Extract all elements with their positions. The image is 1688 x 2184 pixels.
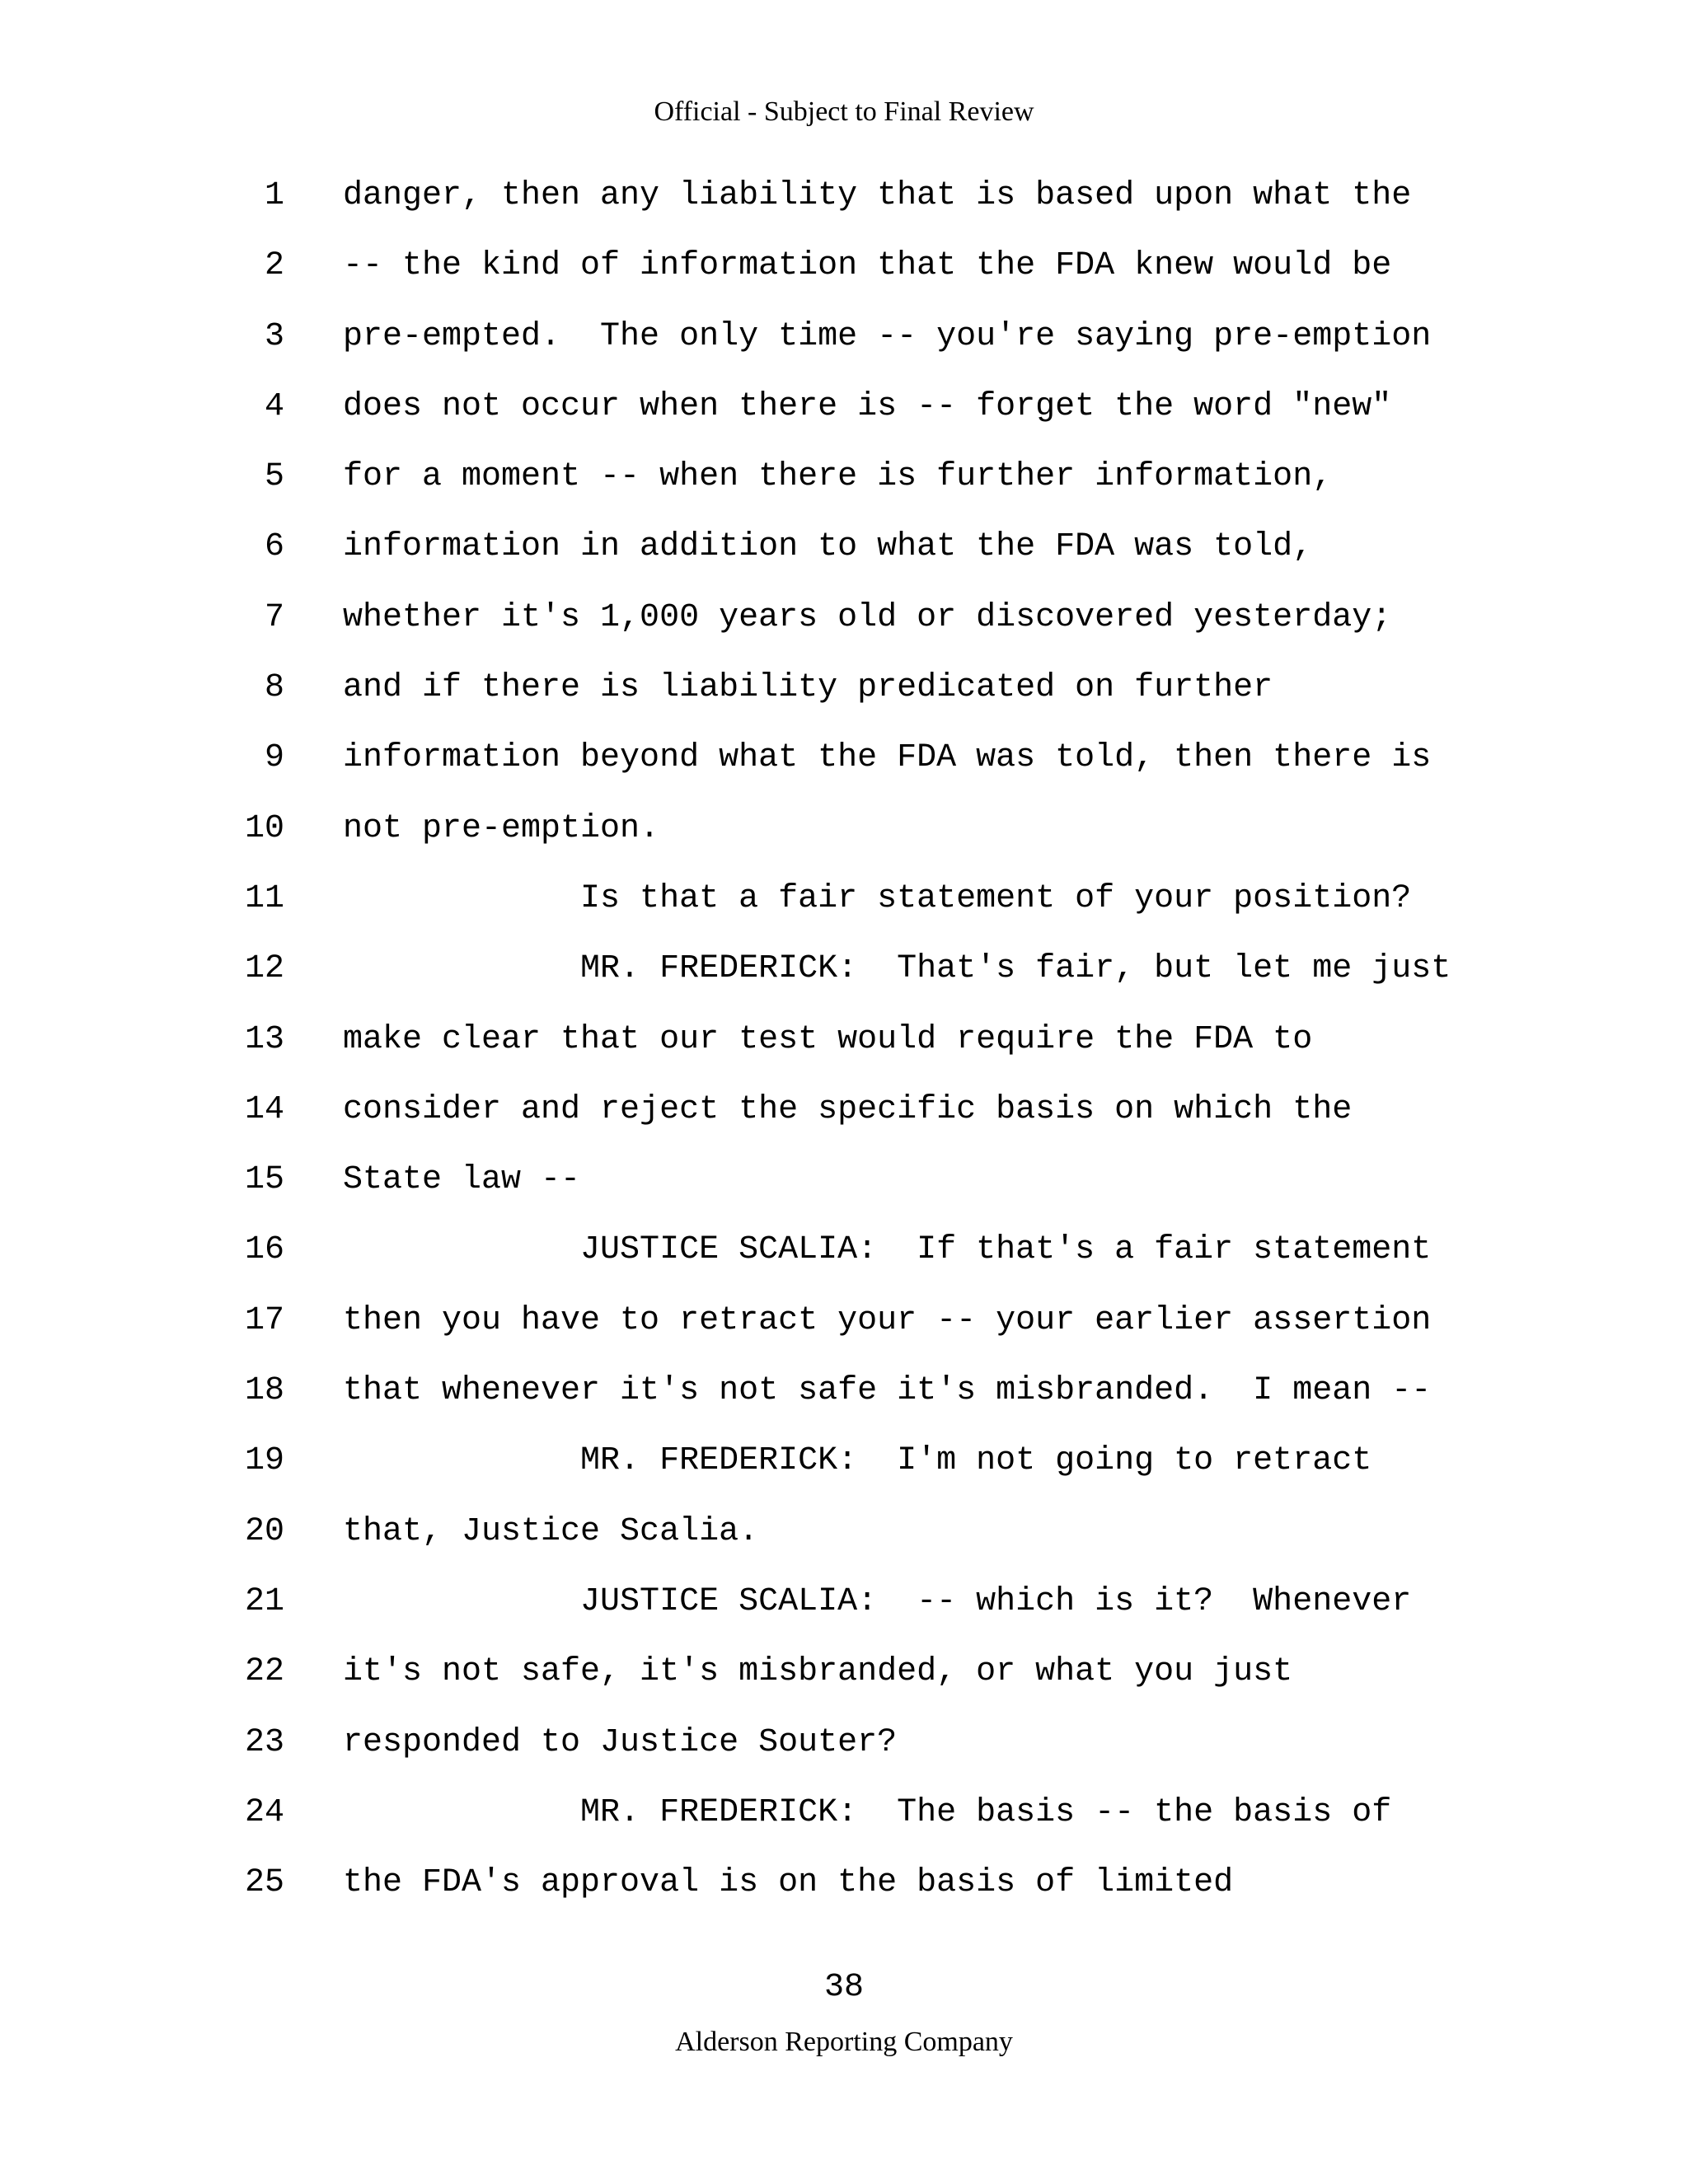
transcript-line: [0, 876, 1688, 946]
line-number: 25: [244, 1864, 284, 1902]
transcript-line: [0, 1298, 1688, 1368]
line-number: 13: [244, 1020, 284, 1058]
transcript-line: [0, 1860, 1688, 1930]
transcript-line: [0, 173, 1688, 243]
line-text: MR. FREDERICK: That's fair, but let me just: [343, 950, 1451, 988]
line-text: MR. FREDERICK: I'm not going to retract: [343, 1442, 1372, 1480]
line-text: that, Justice Scalia.: [343, 1512, 759, 1550]
line-text: not pre-emption.: [343, 809, 660, 847]
transcript-line: [0, 1157, 1688, 1227]
line-text: Is that a fair statement of your position?: [343, 879, 1412, 917]
transcript-line: [0, 1017, 1688, 1087]
line-number: 24: [244, 1793, 284, 1831]
transcript-line: [0, 454, 1688, 524]
line-text: -- the kind of information that the FDA knew would be: [343, 247, 1392, 285]
line-text: information in addition to what the FDA was told,: [343, 528, 1313, 566]
line-number: 8: [264, 669, 284, 707]
line-text: pre-empted. The only time -- you're saying pre-emption: [343, 317, 1432, 355]
line-number: 16: [244, 1231, 284, 1269]
transcript-line: [0, 735, 1688, 805]
transcript-line: [0, 1649, 1688, 1719]
transcript-line: [0, 524, 1688, 594]
line-number: 6: [264, 528, 284, 566]
transcript-line: [0, 384, 1688, 454]
line-number: 18: [244, 1372, 284, 1410]
line-text: for a moment -- when there is further information,: [343, 458, 1333, 496]
line-text: JUSTICE SCALIA: If that's a fair statement: [343, 1231, 1432, 1269]
transcript-line: [0, 1790, 1688, 1860]
transcript-line: [0, 595, 1688, 665]
company-footer: Alderson Reporting Company: [675, 2027, 1013, 2057]
line-number: 17: [244, 1301, 284, 1339]
page-number: 38: [823, 1969, 864, 2006]
line-number: 12: [244, 950, 284, 988]
line-text: information beyond what the FDA was told, then there is: [343, 739, 1432, 777]
line-number: 14: [244, 1090, 284, 1128]
transcript-lines: [0, 173, 1688, 1930]
page-header: Official - Subject to Final Review: [654, 96, 1034, 127]
line-number: 9: [264, 739, 284, 777]
transcript-line: [0, 1509, 1688, 1579]
transcript-line: [0, 1227, 1688, 1297]
line-text: MR. FREDERICK: The basis -- the basis of: [343, 1793, 1392, 1831]
line-text: and if there is liability predicated on further: [343, 669, 1273, 707]
line-number: 3: [264, 317, 284, 355]
transcript-line: [0, 243, 1688, 313]
line-number: 2: [264, 247, 284, 285]
transcript-line: [0, 1579, 1688, 1649]
transcript-line: [0, 665, 1688, 735]
line-number: 1: [264, 177, 284, 214]
line-text: it's not safe, it's misbranded, or what you just: [343, 1653, 1293, 1691]
line-text: danger, then any liability that is based upon what the: [343, 177, 1412, 214]
line-text: responded to Justice Souter?: [343, 1723, 898, 1761]
line-text: does not occur when there is -- forget the word "new": [343, 387, 1392, 425]
line-number: 11: [244, 879, 284, 917]
transcript-line: [0, 314, 1688, 384]
line-text: JUSTICE SCALIA: -- which is it? Whenever: [343, 1582, 1412, 1620]
transcript-line: [0, 1368, 1688, 1438]
line-number: 10: [244, 809, 284, 847]
line-number: 20: [244, 1512, 284, 1550]
line-number: 5: [264, 458, 284, 496]
line-text: State law --: [343, 1161, 581, 1199]
line-text: then you have to retract your -- your earlier assertion: [343, 1301, 1432, 1339]
line-number: 23: [244, 1723, 284, 1761]
line-text: consider and reject the specific basis on which the: [343, 1090, 1353, 1128]
line-number: 15: [244, 1161, 284, 1199]
line-text: make clear that our test would require the FDA to: [343, 1020, 1313, 1058]
line-number: 4: [264, 387, 284, 425]
line-text: that whenever it's not safe it's misbranded. I mean --: [343, 1372, 1432, 1410]
transcript-line: [0, 1438, 1688, 1508]
transcript-line: [0, 946, 1688, 1016]
line-text: the FDA's approval is on the basis of limited: [343, 1864, 1234, 1902]
transcript-line: [0, 1720, 1688, 1790]
line-text: whether it's 1,000 years old or discovered yesterday;: [343, 598, 1392, 636]
line-number: 7: [264, 598, 284, 636]
line-number: 21: [244, 1582, 284, 1620]
line-number: 22: [244, 1653, 284, 1691]
line-number: 19: [244, 1442, 284, 1480]
transcript-line: [0, 1087, 1688, 1157]
transcript-line: [0, 806, 1688, 876]
